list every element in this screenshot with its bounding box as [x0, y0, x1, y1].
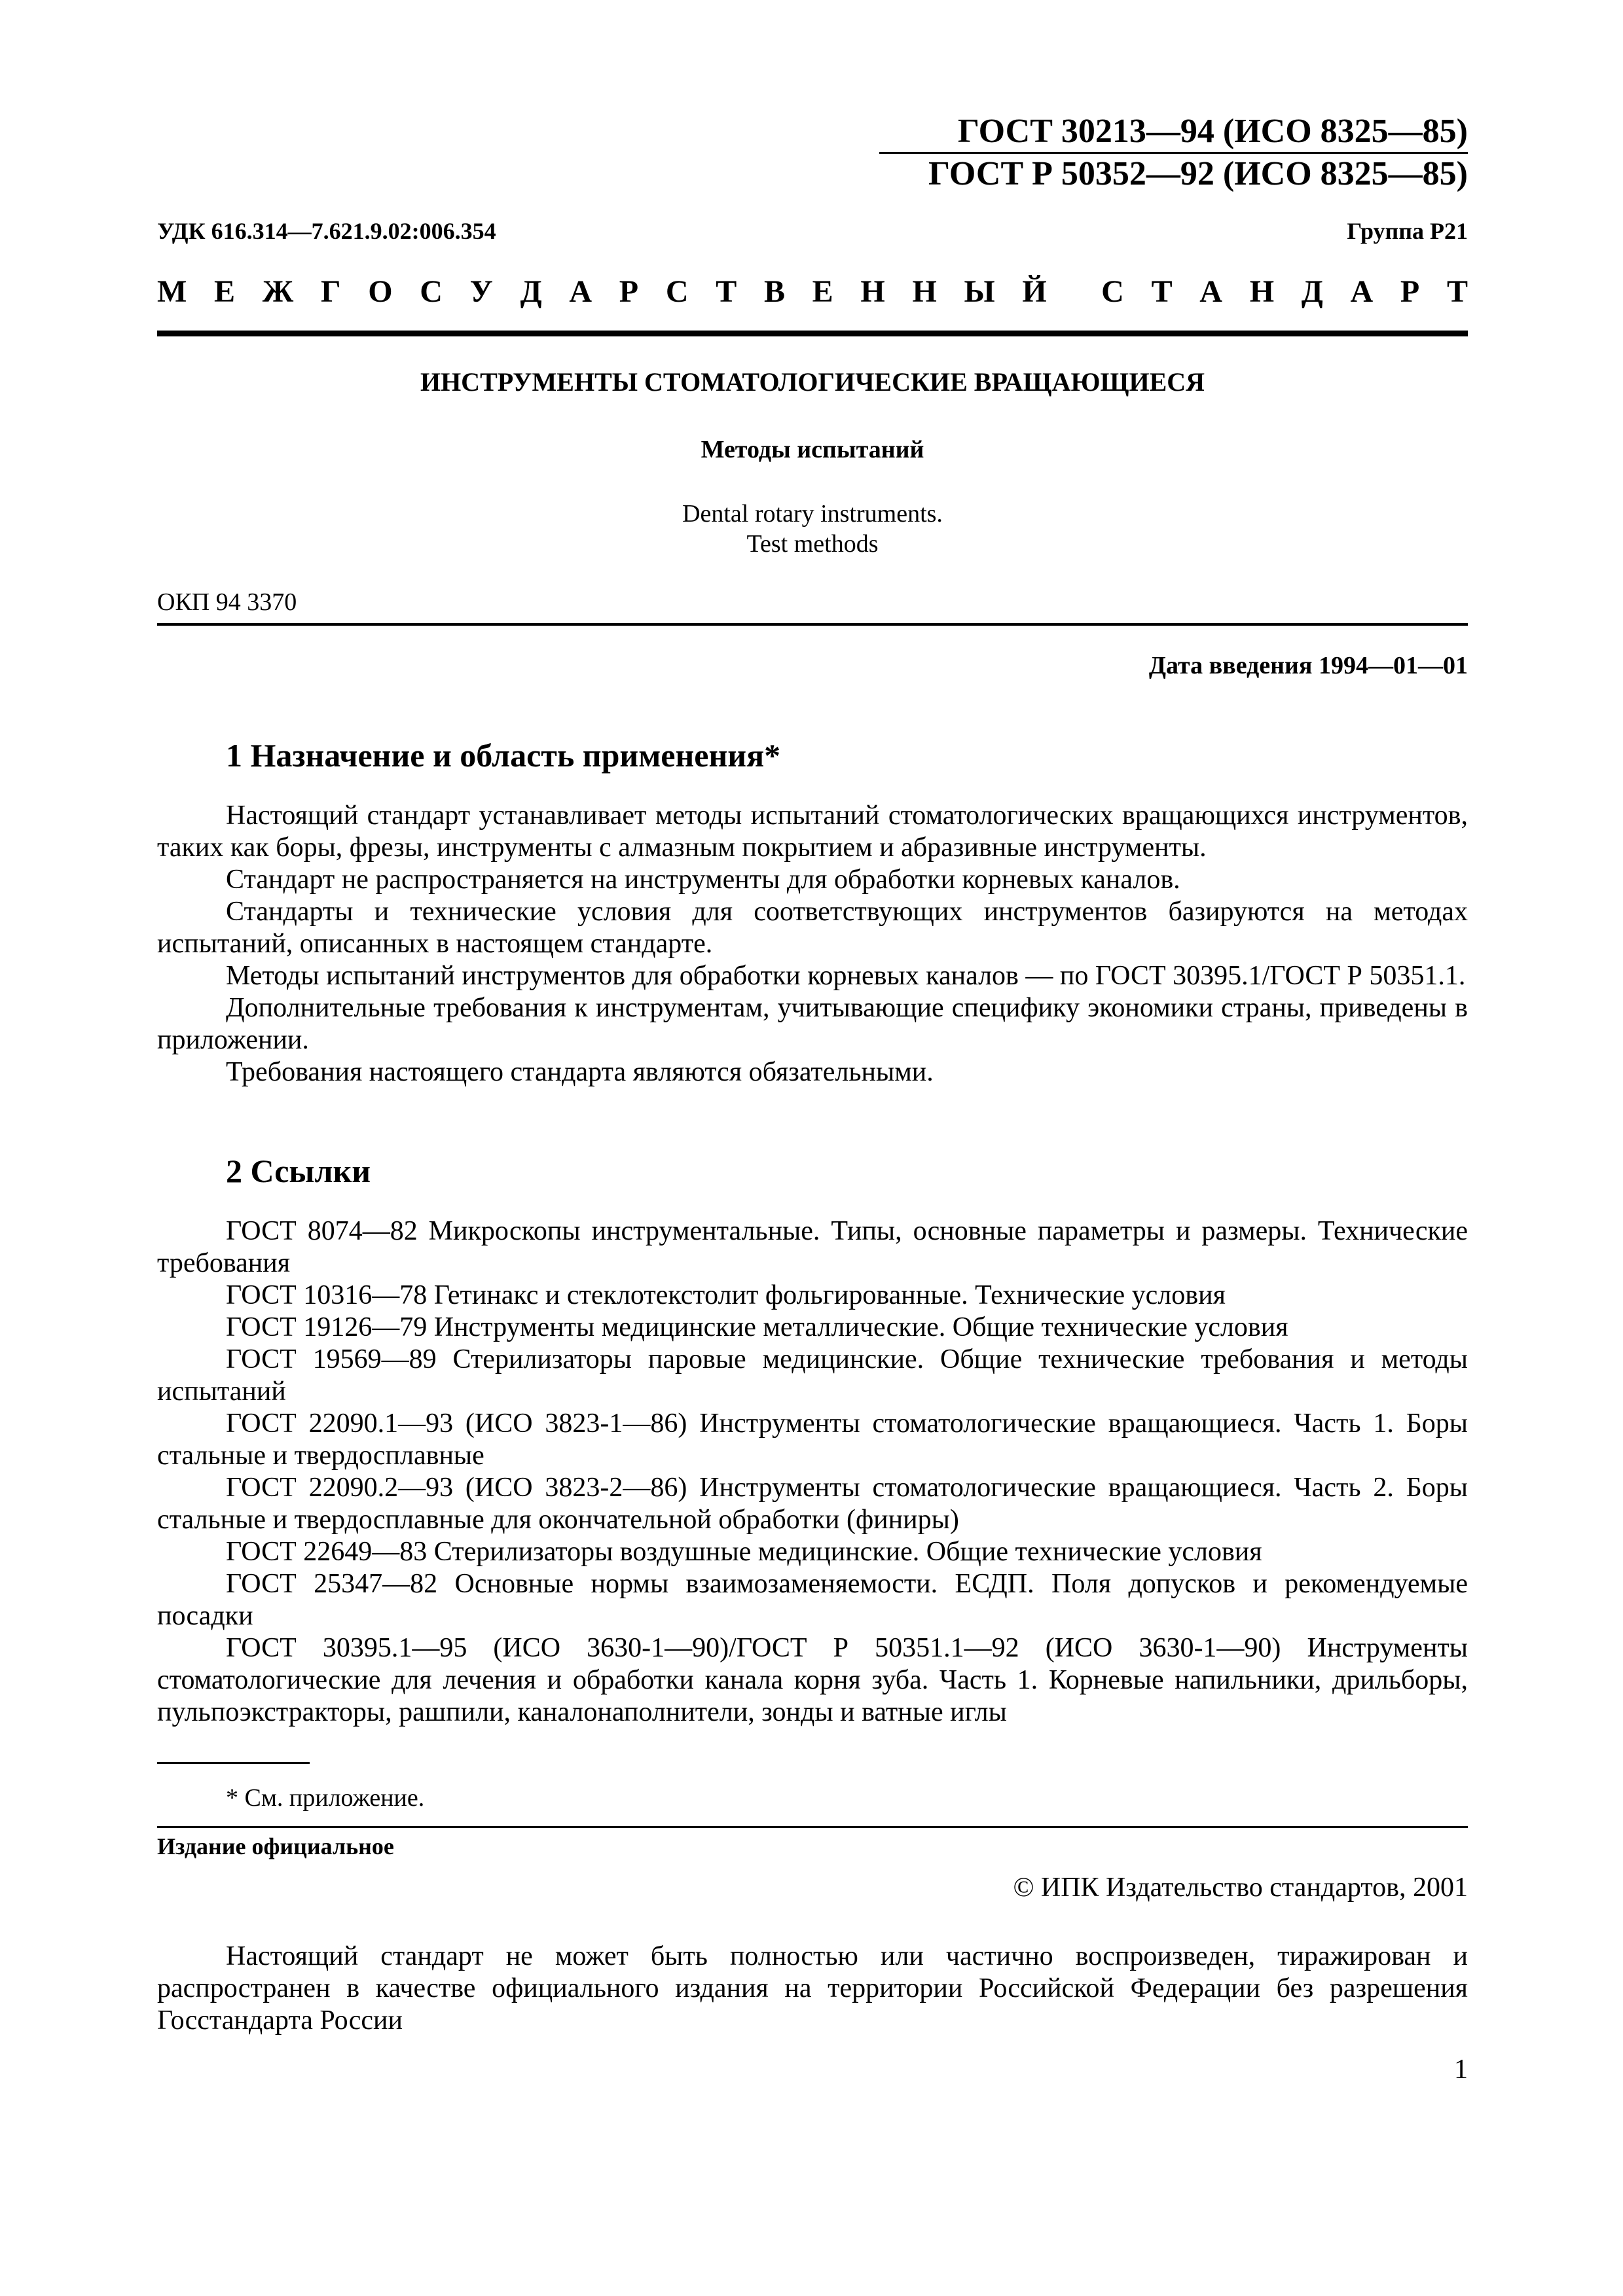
official-edition: Издание официальное	[157, 1833, 394, 1859]
banner-letter: Ы	[964, 274, 995, 309]
gost-designation	[879, 111, 1468, 194]
section-1-body	[157, 800, 1468, 1088]
banner-letter: А	[1199, 274, 1222, 309]
page-number: 1	[1454, 2054, 1468, 2085]
banner-letter: Д	[520, 274, 542, 309]
paragraph: Стандарты и технические условия для соответствующих инструментов базируются на методах испытаний, описанных в настоящем стандарте.	[157, 897, 1468, 959]
banner-letter: Е	[214, 274, 236, 309]
reference-item: ГОСТ 22649—83 Стерилизаторы воздушные медицинские. Общие технические условия	[226, 1537, 1262, 1567]
banner-letter: Т	[1446, 274, 1468, 309]
document-title: ИНСТРУМЕНТЫ СТОМАТОЛОГИЧЕСКИЕ ВРАЩАЮЩИЕСЯ	[420, 367, 1205, 397]
banner-letter: А	[1350, 274, 1374, 309]
english-title-line-1: Dental rotary instruments.	[682, 500, 943, 528]
paragraph: Стандарт не распространяется на инструменты для обработки корневых каналов.	[226, 865, 1180, 895]
reference-item: ГОСТ 22090.2—93 (ИСО 3823-2—86) Инструменты стоматологические вращающиеся. Часть 2. Боры стальные и твердосплавные для окончательной обработки (финиры)	[157, 1473, 1468, 1535]
banner-letter: Е	[812, 274, 833, 309]
reference-item: ГОСТ 8074—82 Микроскопы инструментальные. Типы, основные параметры и размеры. Технические требования	[157, 1216, 1468, 1278]
paragraph: Дополнительные требования к инструментам, учитывающие специфику экономики страны, приведены в приложении.	[157, 993, 1468, 1055]
reference-item: ГОСТ 19126—79 Инструменты медицинские металлические. Общие технические условия	[226, 1312, 1288, 1342]
copyright: © ИПК Издательство стандартов, 2001	[1013, 1873, 1468, 1903]
references-list	[157, 1215, 1468, 1729]
paragraph: Методы испытаний инструментов для обработки корневых каналов — по ГОСТ 30395.1/ГОСТ Р 50351.1.	[226, 961, 1466, 991]
reference-item: ГОСТ 30395.1—95 (ИСО 3630-1—90)/ГОСТ Р 50351.1—92 (ИСО 3630-1—90) Инструменты стоматологические для лечения и обработки канала корня зуба. Часть 1. Корневые напильники, дрильборы, пульпоэкстракторы, рашпили, каналонаполнители, зонды и ватные иглы	[157, 1633, 1468, 1727]
banner-letter: Н	[860, 274, 885, 309]
reference-item: ГОСТ 22090.1—93 (ИСО 3823-1—86) Инструменты стоматологические вращающиеся. Часть 1. Боры стальные и твердосплавные	[157, 1408, 1468, 1471]
paragraph: Настоящий стандарт устанавливает методы испытаний стоматологических вращающихся инструментов, таких как боры, фрезы, инструменты с алмазным покрытием и абразивные инструменты.	[157, 800, 1468, 863]
banner-letter: Ж	[262, 274, 294, 309]
document-subtitle: Методы испытаний	[701, 436, 924, 463]
banner-letter: Т	[716, 274, 737, 309]
banner-letter: Г	[320, 274, 341, 309]
okp-code: ОКП 94 3370	[157, 588, 297, 616]
udk-code: УДК 616.314—7.621.9.02:006.354	[157, 218, 496, 244]
banner-letter: Т	[1151, 274, 1173, 309]
banner-letter: Н	[1249, 274, 1275, 309]
banner-letter: С	[1101, 274, 1124, 309]
section-1-heading: 1 Назначение и область применения*	[226, 737, 781, 774]
introduction-date: Дата введения 1994—01—01	[1148, 652, 1468, 679]
banner-letter: Н	[912, 274, 937, 309]
banner-letter: Й	[1022, 274, 1047, 309]
reference-item: ГОСТ 19569—89 Стерилизаторы паровые медицинские. Общие технические требования и методы испытаний	[157, 1344, 1468, 1407]
english-title	[157, 499, 1468, 559]
footnote-rule	[157, 1762, 310, 1764]
reference-item: ГОСТ 10316—78 Гетинакс и стеклотекстолит фольгированные. Технические условия	[226, 1280, 1226, 1310]
banner-letter: Р	[619, 274, 639, 309]
gost-line-2: ГОСТ Р 50352—92 (ИСО 8325—85)	[928, 155, 1468, 192]
group-code: Группа Р21	[1347, 218, 1468, 244]
banner-letter: С	[665, 274, 689, 309]
english-title-line-2: Test methods	[746, 530, 879, 558]
footnote: * См. приложение.	[226, 1784, 425, 1812]
interstate-standard-banner	[157, 274, 1468, 310]
banner-letter: Р	[1400, 274, 1420, 309]
footer-rule	[157, 1826, 1468, 1828]
reference-item: ГОСТ 25347—82 Основные нормы взаимозаменяемости. ЕСДП. Поля допусков и рекомендуемые посадки	[157, 1569, 1468, 1631]
banner-letter: О	[368, 274, 393, 309]
paragraph: Требования настоящего стандарта являются обязательными.	[226, 1057, 934, 1087]
section-2-heading: 2 Ссылки	[226, 1153, 371, 1189]
banner-letter: У	[469, 274, 493, 309]
banner-letter: С	[420, 274, 443, 309]
banner-letter: Д	[1301, 274, 1323, 309]
okp-rule	[157, 623, 1468, 626]
banner-letter: В	[763, 274, 785, 309]
gost-line-1: ГОСТ 30213—94 (ИСО 8325—85)	[879, 111, 1468, 154]
banner-letter: М	[157, 274, 187, 309]
banner-letter: А	[569, 274, 593, 309]
header-thick-rule	[157, 331, 1468, 336]
reproduction-notice: Настоящий стандарт не может быть полностью или частично воспроизведен, тиражирован и распространен в качестве официального издания на территории Российской Федерации без разрешения Госстандарта России	[157, 1941, 1468, 2036]
